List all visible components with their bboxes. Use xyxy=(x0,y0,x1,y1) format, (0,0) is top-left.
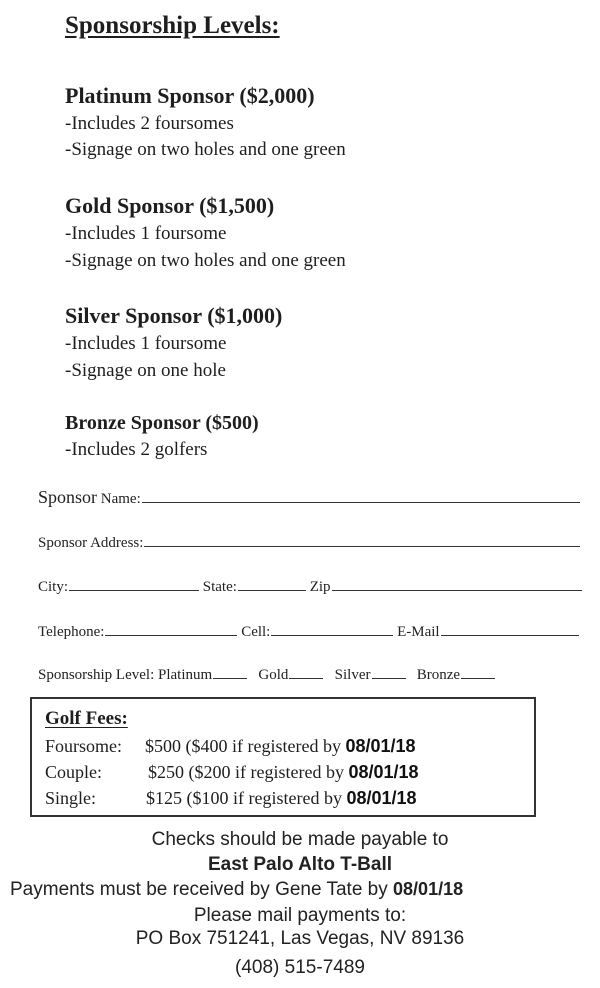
level-label: Sponsorship Level: Platinum xyxy=(38,667,213,683)
state-label: State: xyxy=(202,579,237,595)
fee-text: $125 ($100 if registered by xyxy=(146,788,342,808)
silver-sponsor-heading: Silver Sponsor ($1,000) xyxy=(65,303,283,328)
silver-field[interactable] xyxy=(372,677,406,679)
silver-benefit-2: -Signage on one hole xyxy=(65,360,226,381)
payment-deadline-text: Payments must be received by Gene Tate by xyxy=(10,879,388,900)
bronze-sponsor-heading: Bronze Sponsor ($500) xyxy=(65,412,259,434)
email-label: E-Mail xyxy=(397,624,440,640)
cell-label: Cell: xyxy=(241,624,271,640)
platinum-field[interactable] xyxy=(213,677,247,679)
sponsorship-level-row xyxy=(38,667,495,684)
sponsor-name-row xyxy=(38,487,580,508)
fee-row-single xyxy=(45,788,417,809)
level-silver-label: Silver xyxy=(334,667,371,683)
bronze-field[interactable] xyxy=(461,677,495,679)
sponsor-name-field[interactable] xyxy=(142,501,580,503)
payment-deadline-line xyxy=(10,879,463,901)
payee-name: East Palo Alto T-Ball xyxy=(207,854,393,875)
name-label: Name: xyxy=(100,491,141,507)
address-label: Sponsor Address: xyxy=(38,535,144,551)
city-field[interactable] xyxy=(69,589,199,591)
fee-date: 08/01/18 xyxy=(345,736,416,756)
fee-date: 08/01/18 xyxy=(348,762,419,782)
zip-label: Zip xyxy=(309,579,331,595)
fee-label: Foursome: xyxy=(45,736,123,756)
sponsor-address-row xyxy=(38,535,580,552)
gold-benefit-2: -Signage on two holes and one green xyxy=(65,250,346,271)
city-label: City: xyxy=(38,579,69,595)
telephone-row xyxy=(38,624,579,641)
telephone-label: Telephone: xyxy=(38,624,105,640)
mail-payments-text: Please mail payments to: xyxy=(193,905,407,926)
fee-text: $500 ($400 if registered by xyxy=(145,736,341,756)
sponsor-word: Sponsor xyxy=(38,487,98,507)
zip-field[interactable] xyxy=(332,589,582,591)
level-gold-label: Gold xyxy=(258,667,289,683)
platinum-benefit-1: -Includes 2 foursomes xyxy=(65,113,234,134)
gold-benefit-1: -Includes 1 foursome xyxy=(65,223,227,244)
bronze-benefit-1: -Includes 2 golfers xyxy=(65,439,208,460)
gold-sponsor-heading: Gold Sponsor ($1,500) xyxy=(65,193,275,218)
payment-deadline-date: 08/01/18 xyxy=(393,879,464,899)
silver-benefit-1: -Includes 1 foursome xyxy=(65,333,227,354)
platinum-sponsor-heading: Platinum Sponsor ($2,000) xyxy=(65,83,315,108)
page-title: Sponsorship Levels: xyxy=(65,12,280,39)
level-bronze-label: Bronze xyxy=(416,667,461,683)
fee-label: Couple: xyxy=(45,762,102,782)
email-field[interactable] xyxy=(441,634,579,636)
mailing-address: PO Box 751241, Las Vegas, NV 89136 xyxy=(135,928,465,949)
sponsor-address-field[interactable] xyxy=(144,545,580,547)
golf-fees-heading: Golf Fees: xyxy=(45,708,128,729)
cell-field[interactable] xyxy=(271,634,393,636)
fee-label: Single: xyxy=(45,788,97,808)
gold-field[interactable] xyxy=(289,677,323,679)
telephone-field[interactable] xyxy=(105,634,237,636)
phone-number: (408) 515-7489 xyxy=(235,957,365,978)
checks-payable-text: Checks should be made payable to xyxy=(151,829,449,850)
city-state-zip-row xyxy=(38,579,582,596)
fee-row-couple xyxy=(45,762,419,783)
platinum-benefit-2: -Signage on two holes and one green xyxy=(65,139,346,160)
fee-date: 08/01/18 xyxy=(346,788,417,808)
fee-row-foursome xyxy=(45,736,416,757)
state-field[interactable] xyxy=(238,589,306,591)
fee-text: $250 ($200 if registered by xyxy=(148,762,344,782)
